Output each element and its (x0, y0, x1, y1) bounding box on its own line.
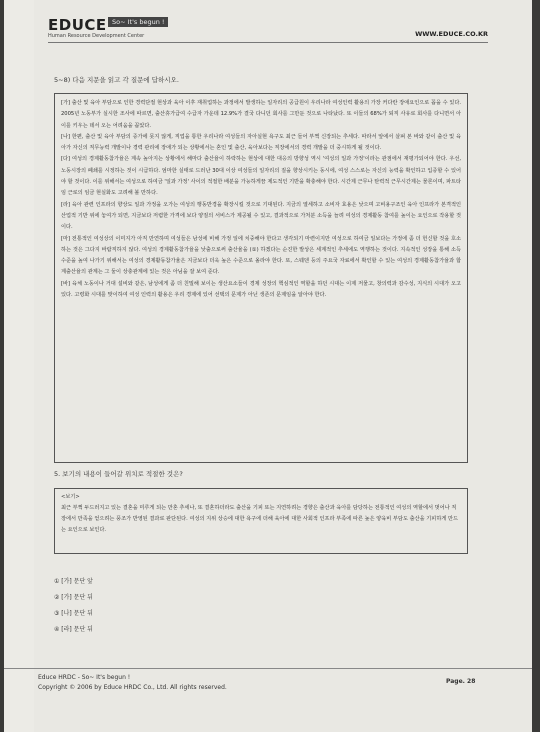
option-4[interactable]: ④ [라] 문단 뒤 (54, 626, 93, 633)
option-3[interactable]: ③ [나] 문단 뒤 (54, 610, 93, 617)
answer-options (54, 576, 93, 640)
passage-paragraph-na: [나] 한편, 출산 및 육아 부담의 증가에 못지 않게, 직업을 통한 우리나라 여성들의 자아실현 욕구도 최근 들어 부쩍 신장되는 추세다. 따라서 앞에서 살펴 본 바와 같이 출산 및 육아가 자신의 직무능력 개발이나 경력 관리에 장애가 되는 상황에서는 혼인 및 출산, 육아보다는 직장에서의 경력 개발을 더 중시하게 될 것이다. (61, 133, 461, 152)
document-page (4, 0, 532, 732)
passage-paragraph-ga: [가] 출산 및 육아 부담으로 인한 경력단절 현상과 육아 이후 재취업하는 과정에서 발생하는 일자리의 공급원이 우리나라 여성인력 활용의 가장 커다란 장애요인으로 꼽을 수 있다. 2005년 노동부가 실시한 조사에 따르면, 출산휴가급여 수급자 가운데 12.9%가 결국 다니던 회사를 그만둔 것으로 나타났다. 또 이들의 68%가 퇴직 사유로 회사를 다니면서 아이를 키우는 데서 오는 어려움을 꼽았다. (61, 100, 461, 129)
header-url: WWW.EDUCE.CO.KR (415, 30, 488, 38)
passage-paragraph-ba: [바] 육체 노동이나 거대 설비와 같은, 남성에게 좀 더 친밀해 보이는 생산요소들이 경제 성장의 핵심적인 역할을 하던 시대는 이제 저물고, 창의력과 감수성, 지식의 시대가 오고 있다. 고령화 시대를 맞이하여 여성 인력의 활용은 우리 경제에 있어 선택의 문제가 아닌 생존의 문제임을 알아야 한다. (61, 280, 461, 299)
scan-edge (534, 0, 540, 732)
example-box (54, 488, 468, 554)
example-text: 최근 부쩍 두드러지고 있는 결혼을 미루게 되는 만혼 추세나, 또 결혼하더라도 출산을 기피 또는 지연하려는 경향은 출산과 육아를 담당하는 전통적인 여성의 역할에서 벗어나 직장에서 만족을 얻으려는 풍조가 반영된 결과로 판단된다. 여성의 지위 상승에 대한 욕구에 더해 육아에 대한 사회적 인프라 부족에 따른 높은 양육비 부담도 출산을 기피하게 만드는 요인으로 보인다. (61, 505, 459, 533)
footer-copyright: Copyright © 2006 by Educe HRDC Co., Ltd. All rights reserved. (38, 684, 227, 691)
educe-logo: EDUCE (48, 16, 107, 34)
question-5: 5. 보기의 내용이 들어갈 위치로 적절한 것은? (54, 470, 183, 478)
passage-paragraph-ra: [라] 육아 관련 인프라의 향상도 일과 가정을 오가는 여성의 행동반경을 확장시킬 것으로 기대된다. 지금의 열세하고 소비자 효용은 낮으며 고비용구조인 육아 인프라가 본격적인 산업적 기반 위에 놓여가 되면, 지금보다 저렴한 가격에 보다 양질의 서비스가 제공될 수 있고, 결과적으로 가처분 소득을 늘려 여성의 경제활동 참여를 높이는 요인으로 작용할 것이다. (61, 201, 461, 231)
passage-paragraph-ma: [마] 전통적인 여성상의 이미지가 아직 만연하며 여성들은 남성에 비해 가정 일에 치중해야 한다고 생각되기 마련이지만 여성으로 하여금 일보다는 가정에 좀 더 헌신할 것을 호소하는 것은 그다지 바람직하지 않다. 여성의 경제활동참가율을 낮출으로써 출산율을 (①) 하겠다는 순진한 발상은 세계적인 추세에도 역행하는 것이다. 지속적인 성장을 통해 소득 수준을 높여 나가기 위해서는 여성의 경제활동참가율은 지금보다 더욱 높은 수준으로 올라야 한다. 또, 스웨덴 등의 주요국 자료에서 확인할 수 있는 여성의 경제활동참가율과 합계출산율의 관계는 그 둘이 상충관계에 있는 것은 아님을 잘 보여 준다. (61, 235, 461, 276)
header-tagline: So~ It's begun ! (108, 17, 168, 27)
header-divider (48, 42, 488, 43)
option-1[interactable]: ① [가] 문단 앞 (54, 578, 93, 585)
passage-box (54, 93, 468, 463)
question-intro: 5~8) 다음 지문을 읽고 각 질문에 답하시오. (54, 76, 179, 84)
page-number: Page. 28 (446, 678, 476, 685)
example-label: <보기> (61, 494, 80, 500)
header-subtitle: Human Resource Development Center (48, 33, 145, 39)
footer-tagline: Educe HRDC - So~ It's begun ! (38, 674, 131, 681)
option-2[interactable]: ② [가] 문단 뒤 (54, 594, 93, 601)
footer-divider (4, 668, 532, 669)
passage-paragraph-da: [다] 여성의 경제활동참가율은 계속 높아지는 상황에서 해마다 출산율이 하락하는 현상에 대한 대응의 방향성 역시 '여성의 일과 가정'이라는 관점에서 재평가되어야 한다. 우선, 노동시장의 폐쇄를 시정하는 것이 시급하다. 엄마한 실태로 드러난 30대 이상 여성들의 일자리의 질을 향상시키는 동시에, 여성 스스로는 자신의 능력을 확인하고 입증할 수 있어야 할 것이다. 이를 위해서는 여성으로 하여금 '일과 가정' 사이의 적절한 배분을 가능하게끔 제도적인 기반을 확충해야 한다. 시간제 근무나 탄력적 근무시간제는 물론이며, 파트타임 근로의 임금 현실화도 고려해 볼 만하다. (61, 156, 461, 197)
